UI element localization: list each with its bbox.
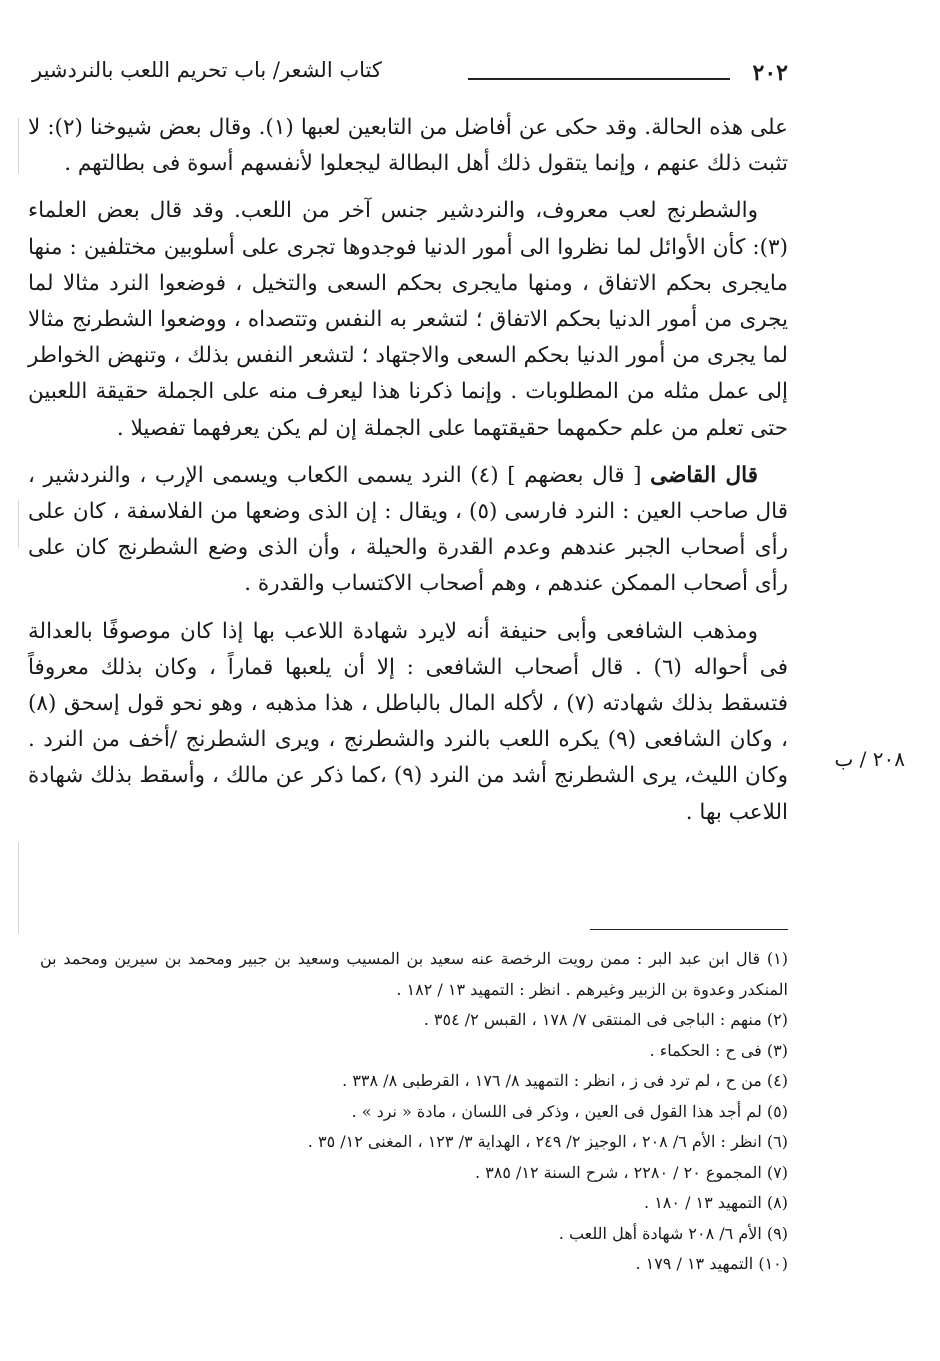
scan-artifact-line xyxy=(18,500,19,548)
footnote-7: (٧) المجموع ٢٠ / ٢٢٨٠ ، شرح السنة ١٢/ ٣٨٥ . xyxy=(474,1162,788,1182)
footnote-8: (٨) التمهيد ١٣ / ١٨٠ . xyxy=(644,1193,788,1212)
footnote-6: (٦) انظر : الأم ٦/ ٢٠٨ ، الوجيز ٢/ ٢٤٩ ، الهداية ٣/ ١٢٣ ، المغنى ١٢/ ٣٥ . xyxy=(307,1132,788,1151)
paragraph-3 xyxy=(28,458,788,603)
footnote-2: (٢) منهم : الباجى فى المنتقى ٧/ ١٧٨ ، القبس ٢/ ٣٥٤ . xyxy=(423,1010,788,1029)
paragraph-3-text: [ قال بعضهم ] (٤) النرد يسمى الكعاب ويسمى الإرب ، والنردشير ، قال صاحب العين : النرد فارسى (٥) ، ويقال : إن الذى وضعها من الفلاسفة ، كان على رأى أصحاب الجبر عندهم وعدم القدرة والحيلة ، وأن الذى وضع الشطرنج كان على رأى أصحاب الممكن عندهم ، وهم أصحاب الاكتساب والقدرة . xyxy=(28,462,788,597)
footnote-separator xyxy=(590,929,788,930)
footnote-3: (٣) فى ح : الحكماء . xyxy=(649,1040,788,1060)
paragraph-4: ومذهب الشافعى وأبى حنيفة أنه لايرد شهادة اللاعب بها إذا كان موصوفًا بالعدالة فى أحواله (٦) . قال أصحاب الشافعى : إلا أن يلعبها قماراً ، وكان بذلك معروفاً فتسقط بذلك شهادته (٧) ، لأكله المال بالباطل ، هذا مذهبه ، وهو نحو قول إسحق (٨) ، وكان الشافعى (٩) يكره اللعب بالنرد والشطرنج ، ويرى الشطرنج /أخف من النرد . وكان الليث، يرى الشطرنج أشد من النرد (٩) ،كما ذكر عن مالك ، وأسقط بذلك شهادة اللاعب بها . xyxy=(28,618,789,825)
footnote-1: (١) قال ابن عبد البر : ممن رويت الرخصة عنه سعيد بن المسيب وسعيد بن جبير ومحمد بن سيرين ومحمد بن المنكدر وعدوة بن الزبير وغيرهم . انظر : التمهيد ١٣ / ١٨٢ . xyxy=(40,949,788,999)
footnote-9: (٩) الأم ٦/ ٢٠٨ شهادة أهل اللعب . xyxy=(558,1223,788,1243)
page-number: ٢٠٢ xyxy=(752,60,788,86)
scan-artifact-line xyxy=(18,842,19,934)
running-title: كتاب الشعر/ باب تحريم اللعب بالنردشير xyxy=(32,58,382,82)
paragraph-2: والشطرنج لعب معروف، والنردشير جنس آخر من اللعب. وقد قال بعض العلماء (٣): كأن الأوائل لما نظروا الى أمور الدنيا فوجدوها تجرى على أسلوبين مختلفين : منها مايجرى بحكم الاتفاق ، ومنها مايجرى بحكم السعى والتخيل ، فوضعوا النرد مثالا لما يجرى من أمور الدنيا بحكم الاتفاق ؛ لتشعر به النفس وتتصداه ، ووضعوا الشطرنج مثالا لما يجرى من أمور الدنيا بحكم السعى والاجتهاد ؛ لتشعر النفس بذلك ، وتنهض الخواطر إلى عمل مثله من المطلوبات . وإنما ذكرنا هذا ليعرف منه على الجملة حقيقة اللعبين حتى تعلم من علم حكمهما حقيقتهما على الجملة إن لم يكن يعرفهما تفصيلا . xyxy=(28,198,788,441)
footnotes xyxy=(40,944,788,1280)
main-text xyxy=(28,110,788,831)
paragraph-1: على هذه الحالة. وقد حكى عن أفاضل من التابعين لعبها (١). وقال بعض شيوخنا (٢): لا تثبت ذلك عنهم ، وإنما يتقول ذلك أهل البطالة ليجعلوا لأنفسهم أسوة فى بطالتهم . xyxy=(28,115,788,177)
footnote-5: (٥) لم أجد هذا القول فى العين ، وذكر فى اللسان ، مادة « نرد » . xyxy=(351,1101,788,1121)
footnote-10: (١٠) التمهيد ١٣ / ١٧٩ . xyxy=(635,1254,788,1273)
footnote-4: (٤) من ح ، لم ترد فى ز ، انظر : التمهيد ٨/ ١٧٦ ، القرطبى ٨/ ٣٣٨ . xyxy=(342,1071,788,1090)
page-header xyxy=(28,54,788,90)
header-rule xyxy=(468,78,730,80)
scan-artifact-line xyxy=(18,118,19,174)
speaker-label: قال القاضى xyxy=(650,462,758,488)
folio-margin-note: ٢٠٨ / ب xyxy=(834,747,905,771)
